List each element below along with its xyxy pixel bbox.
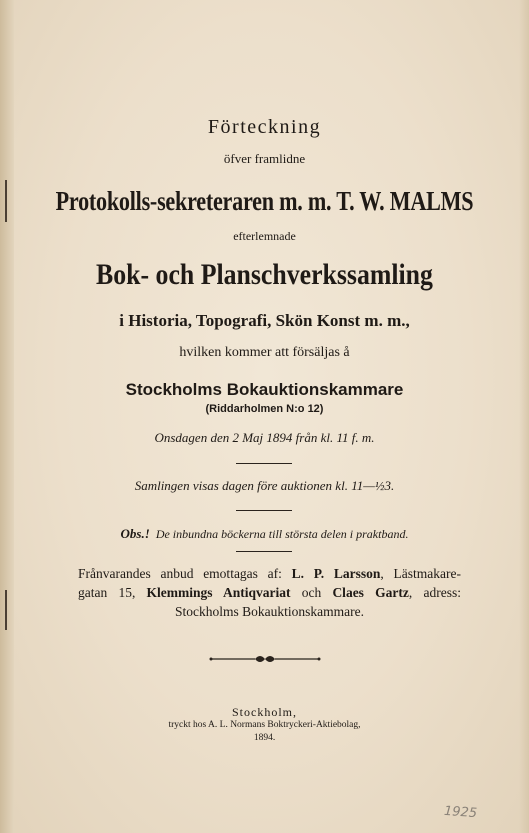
bids-line-3: Stockholms Bokauktionskammare. (175, 604, 364, 619)
subheading-efterlemnade: efterlemnade (233, 229, 296, 243)
subjects-line: i Historia, Topografi, Skön Konst m. m., (119, 311, 410, 330)
venue-address: (Riddarholmen N:o 12) (205, 403, 324, 415)
bids-line-2 (78, 583, 461, 602)
subheading-ofver: öfver framlidne (223, 151, 306, 166)
bids-paragraph (78, 564, 461, 621)
obs-text: De inbundna böckerna till största delen i praktband. (155, 527, 409, 541)
staple-mark-top (5, 180, 7, 222)
sale-line: hvilken kommer att försäljas å (179, 345, 350, 360)
collection-title: Bok- och Planschverkssamling (96, 258, 433, 291)
conjunction: och (290, 585, 333, 600)
ornament-divider-icon (209, 652, 321, 666)
divider-rule (236, 463, 292, 464)
address-label: , adress: (408, 585, 461, 600)
imprint-printer: tryckt hos A. L. Normans Boktryckeri-Aktiebolag, (168, 720, 361, 730)
bids-line-1 (78, 564, 461, 583)
street-number: gatan 15, (78, 585, 136, 600)
heading-forteckning: Förteckning (207, 116, 322, 138)
agent-klemmings: Klemmings Antiqvariat (146, 585, 291, 600)
bids-prefix: Frånvarandes anbud emottagas af: (78, 566, 282, 581)
agent-gartz: Claes Gartz (332, 585, 409, 600)
obs-label: Obs.! (120, 526, 150, 541)
auction-date: Onsdagen den 2 Maj 1894 från kl. 11 f. m. (154, 430, 375, 445)
divider-rule (236, 551, 292, 552)
staple-mark-bottom (5, 590, 7, 630)
obs-note (0, 526, 529, 542)
divider-rule (236, 510, 292, 511)
pencil-annotation: 1925 (443, 803, 478, 822)
imprint-city: Stockholm, (231, 705, 297, 719)
venue-name: Stockholms Bokauktionskammare (125, 380, 404, 399)
larsson-address: , Lästmakare- (380, 566, 461, 581)
viewing-time: Samlingen visas dagen före auktionen kl. 11—½3. (134, 478, 395, 493)
owner-name: Protokolls-sekreteraren m. m. T. W. MALMS (55, 186, 474, 216)
imprint-year: 1894. (253, 733, 276, 743)
agent-larsson: L. P. Larsson (291, 566, 381, 581)
